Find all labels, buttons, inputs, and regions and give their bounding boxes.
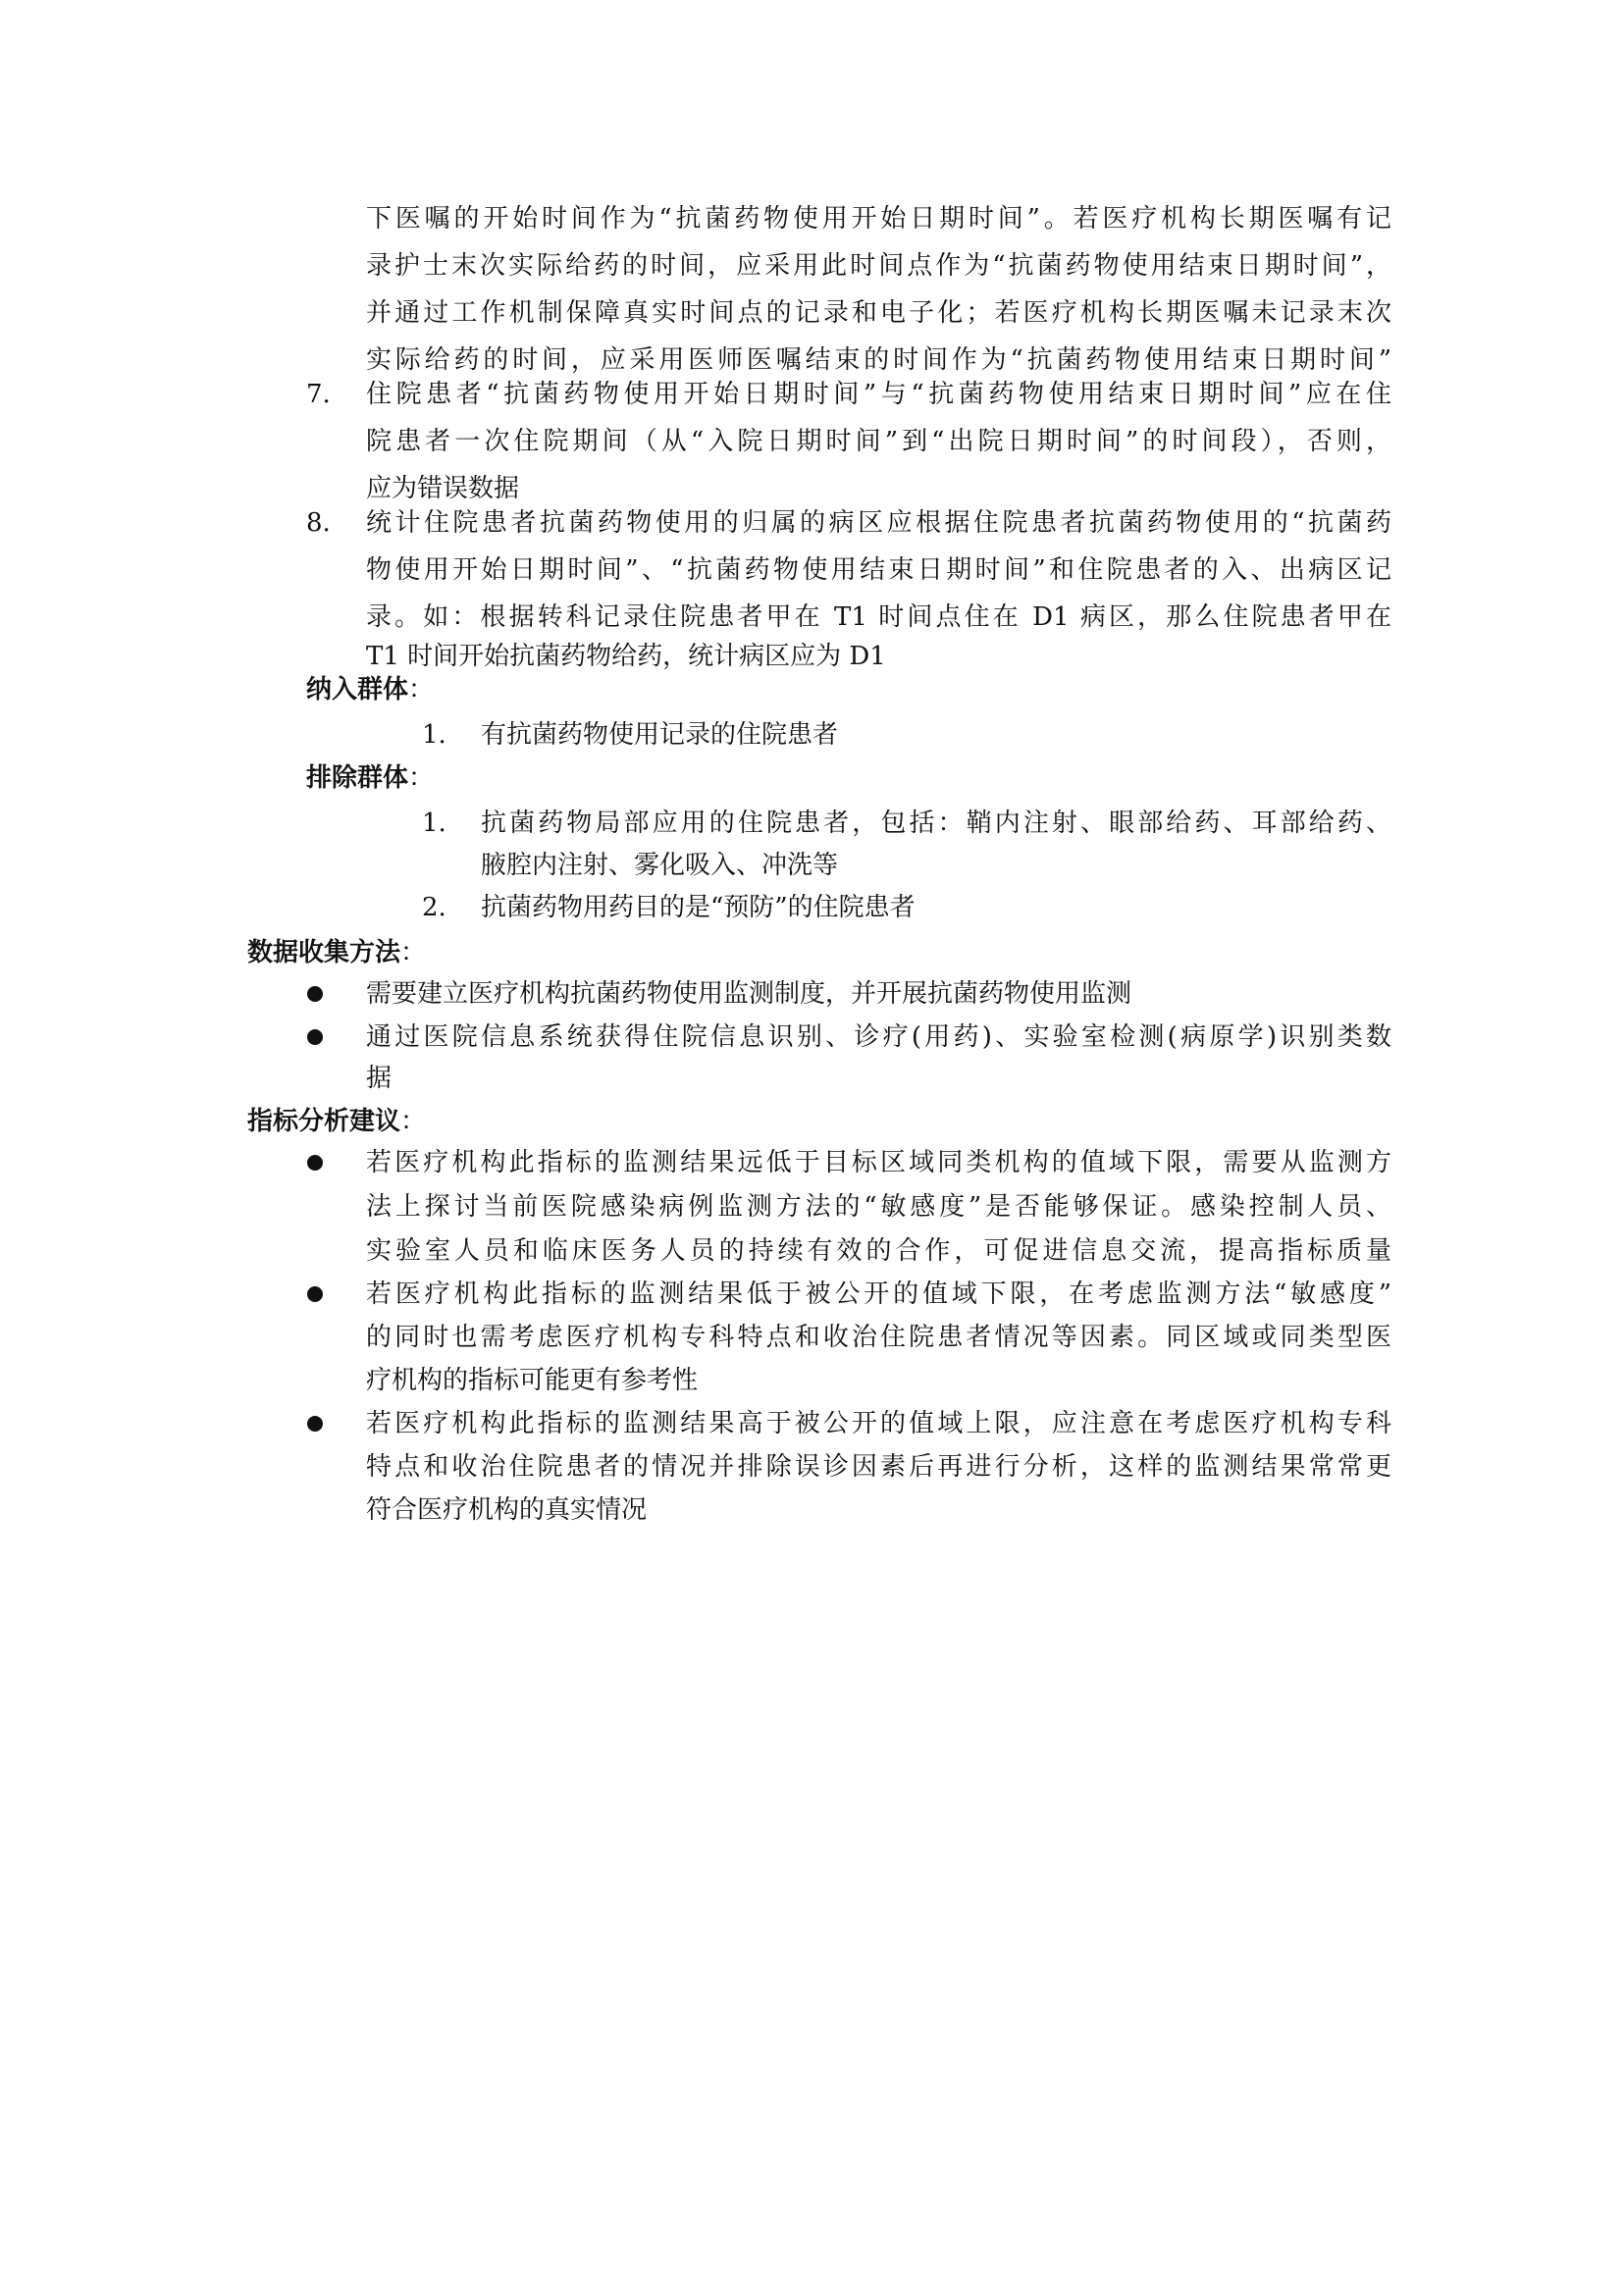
bullet-icon	[307, 1155, 323, 1171]
bullet-text: 特点和收治住院患者的情况并排除误诊因素后再进行分析，这样的监测结果常常更	[366, 1452, 1391, 1482]
rule-line: 住院患者“抗菌药物使用开始日期时间”与“抗菌药物使用结束日期时间”应在住	[366, 380, 1391, 409]
exclusion-item: 抗菌药物局部应用的住院患者，包括：鞘内注射、眼部给药、耳部给药、	[481, 809, 1391, 838]
bullet-text: 实验室人员和临床医务人员的持续有效的合作，可促进信息交流，提高指标质量	[366, 1236, 1391, 1266]
analysis-colon: ：	[400, 1107, 427, 1136]
inclusion-colon: ：	[408, 675, 435, 704]
exclusion-item: 抗菌药物用药目的是“预防”的住院患者	[481, 893, 916, 922]
inclusion-item: 有抗菌药物使用记录的住院患者	[481, 720, 839, 750]
bullet-icon	[307, 1286, 323, 1302]
exclusion-heading-row	[306, 756, 434, 801]
data-collection-heading: 数据收集方法	[247, 938, 401, 967]
continuation-line: 实际给药的时间，应采用医师医嘱结束的时间作为“抗菌药物使用结束日期时间”	[366, 345, 1391, 375]
analysis-heading: 指标分析建议	[247, 1107, 401, 1136]
rule-line: T1 时间开始抗菌药物给药，统计病区应为 D1	[366, 642, 886, 671]
inclusion-heading: 纳入群体	[306, 675, 409, 704]
bullet-icon	[307, 1416, 323, 1432]
continuation-line: 下医嘱的开始时间作为“抗菌药物使用开始日期时间”。若医疗机构长期医嘱有记	[366, 204, 1391, 234]
rule-line: 应为错误数据	[366, 474, 520, 503]
exclusion-colon: ：	[408, 763, 435, 793]
bullet-text: 若医疗机构此指标的监测结果高于被公开的值域上限，应注意在考虑医疗机构专科	[366, 1409, 1391, 1438]
bullet-icon	[307, 1029, 323, 1045]
bullet-icon	[307, 986, 323, 1002]
continuation-line: 并通过工作机制保障真实时间点的记录和电子化；若医疗机构长期医嘱未记录末次	[366, 298, 1391, 328]
bullet-text: 法上探讨当前医院感染病例监测方法的“敏感度”是否能够保证。感染控制人员、	[366, 1192, 1391, 1222]
exclusion-number: 2.	[422, 893, 446, 922]
rule-number: 8.	[306, 508, 331, 538]
bullet-text: 若医疗机构此指标的监测结果远低于目标区域同类机构的值域下限，需要从监测方	[366, 1148, 1391, 1177]
bullet-text: 符合医疗机构的真实情况	[366, 1495, 648, 1525]
bullet-text: 疗机构的指标可能更有参考性	[366, 1366, 699, 1395]
rule-number: 7.	[306, 380, 331, 409]
rule-line: 院患者一次住院期间（从“入院日期时间”到“出院日期时间”的时间段），否则，	[366, 427, 1391, 456]
data-collection-colon: ：	[400, 938, 427, 967]
continuation-line: 录护士末次实际给药的时间，应采用此时间点作为“抗菌药物使用结束日期时间”，	[366, 251, 1391, 281]
inclusion-heading-row	[306, 667, 434, 712]
data-collection-heading-row	[247, 930, 426, 975]
exclusion-heading: 排除群体	[306, 763, 409, 793]
exclusion-number: 1.	[422, 809, 446, 838]
bullet-text: 若医疗机构此指标的监测结果低于被公开的值域下限，在考虑监测方法“敏感度”	[366, 1279, 1391, 1309]
rule-line: 统计住院患者抗菌药物使用的归属的病区应根据住院患者抗菌药物使用的“抗菌药	[366, 508, 1391, 538]
exclusion-item: 腋腔内注射、雾化吸入、冲洗等	[481, 851, 839, 880]
rule-line: 录。如：根据转科记录住院患者甲在 T1 时间点住在 D1 病区，那么住院患者甲在	[366, 602, 1391, 632]
bullet-text: 的同时也需考虑医疗机构专科特点和收治住院患者情况等因素。同区域或同类型医	[366, 1323, 1391, 1352]
analysis-heading-row	[247, 1099, 426, 1144]
bullet-text: 据	[366, 1064, 393, 1093]
inclusion-number: 1.	[422, 720, 446, 750]
rule-line: 物使用开始日期时间”、“抗菌药物使用结束日期时间”和住院患者的入、出病区记	[366, 555, 1391, 585]
bullet-text: 需要建立医疗机构抗菌药物使用监测制度，并开展抗菌药物使用监测	[366, 979, 1132, 1009]
bullet-text: 通过医院信息系统获得住院信息识别、诊疗(用药)、实验室检测(病原学)识别类数	[366, 1022, 1391, 1052]
